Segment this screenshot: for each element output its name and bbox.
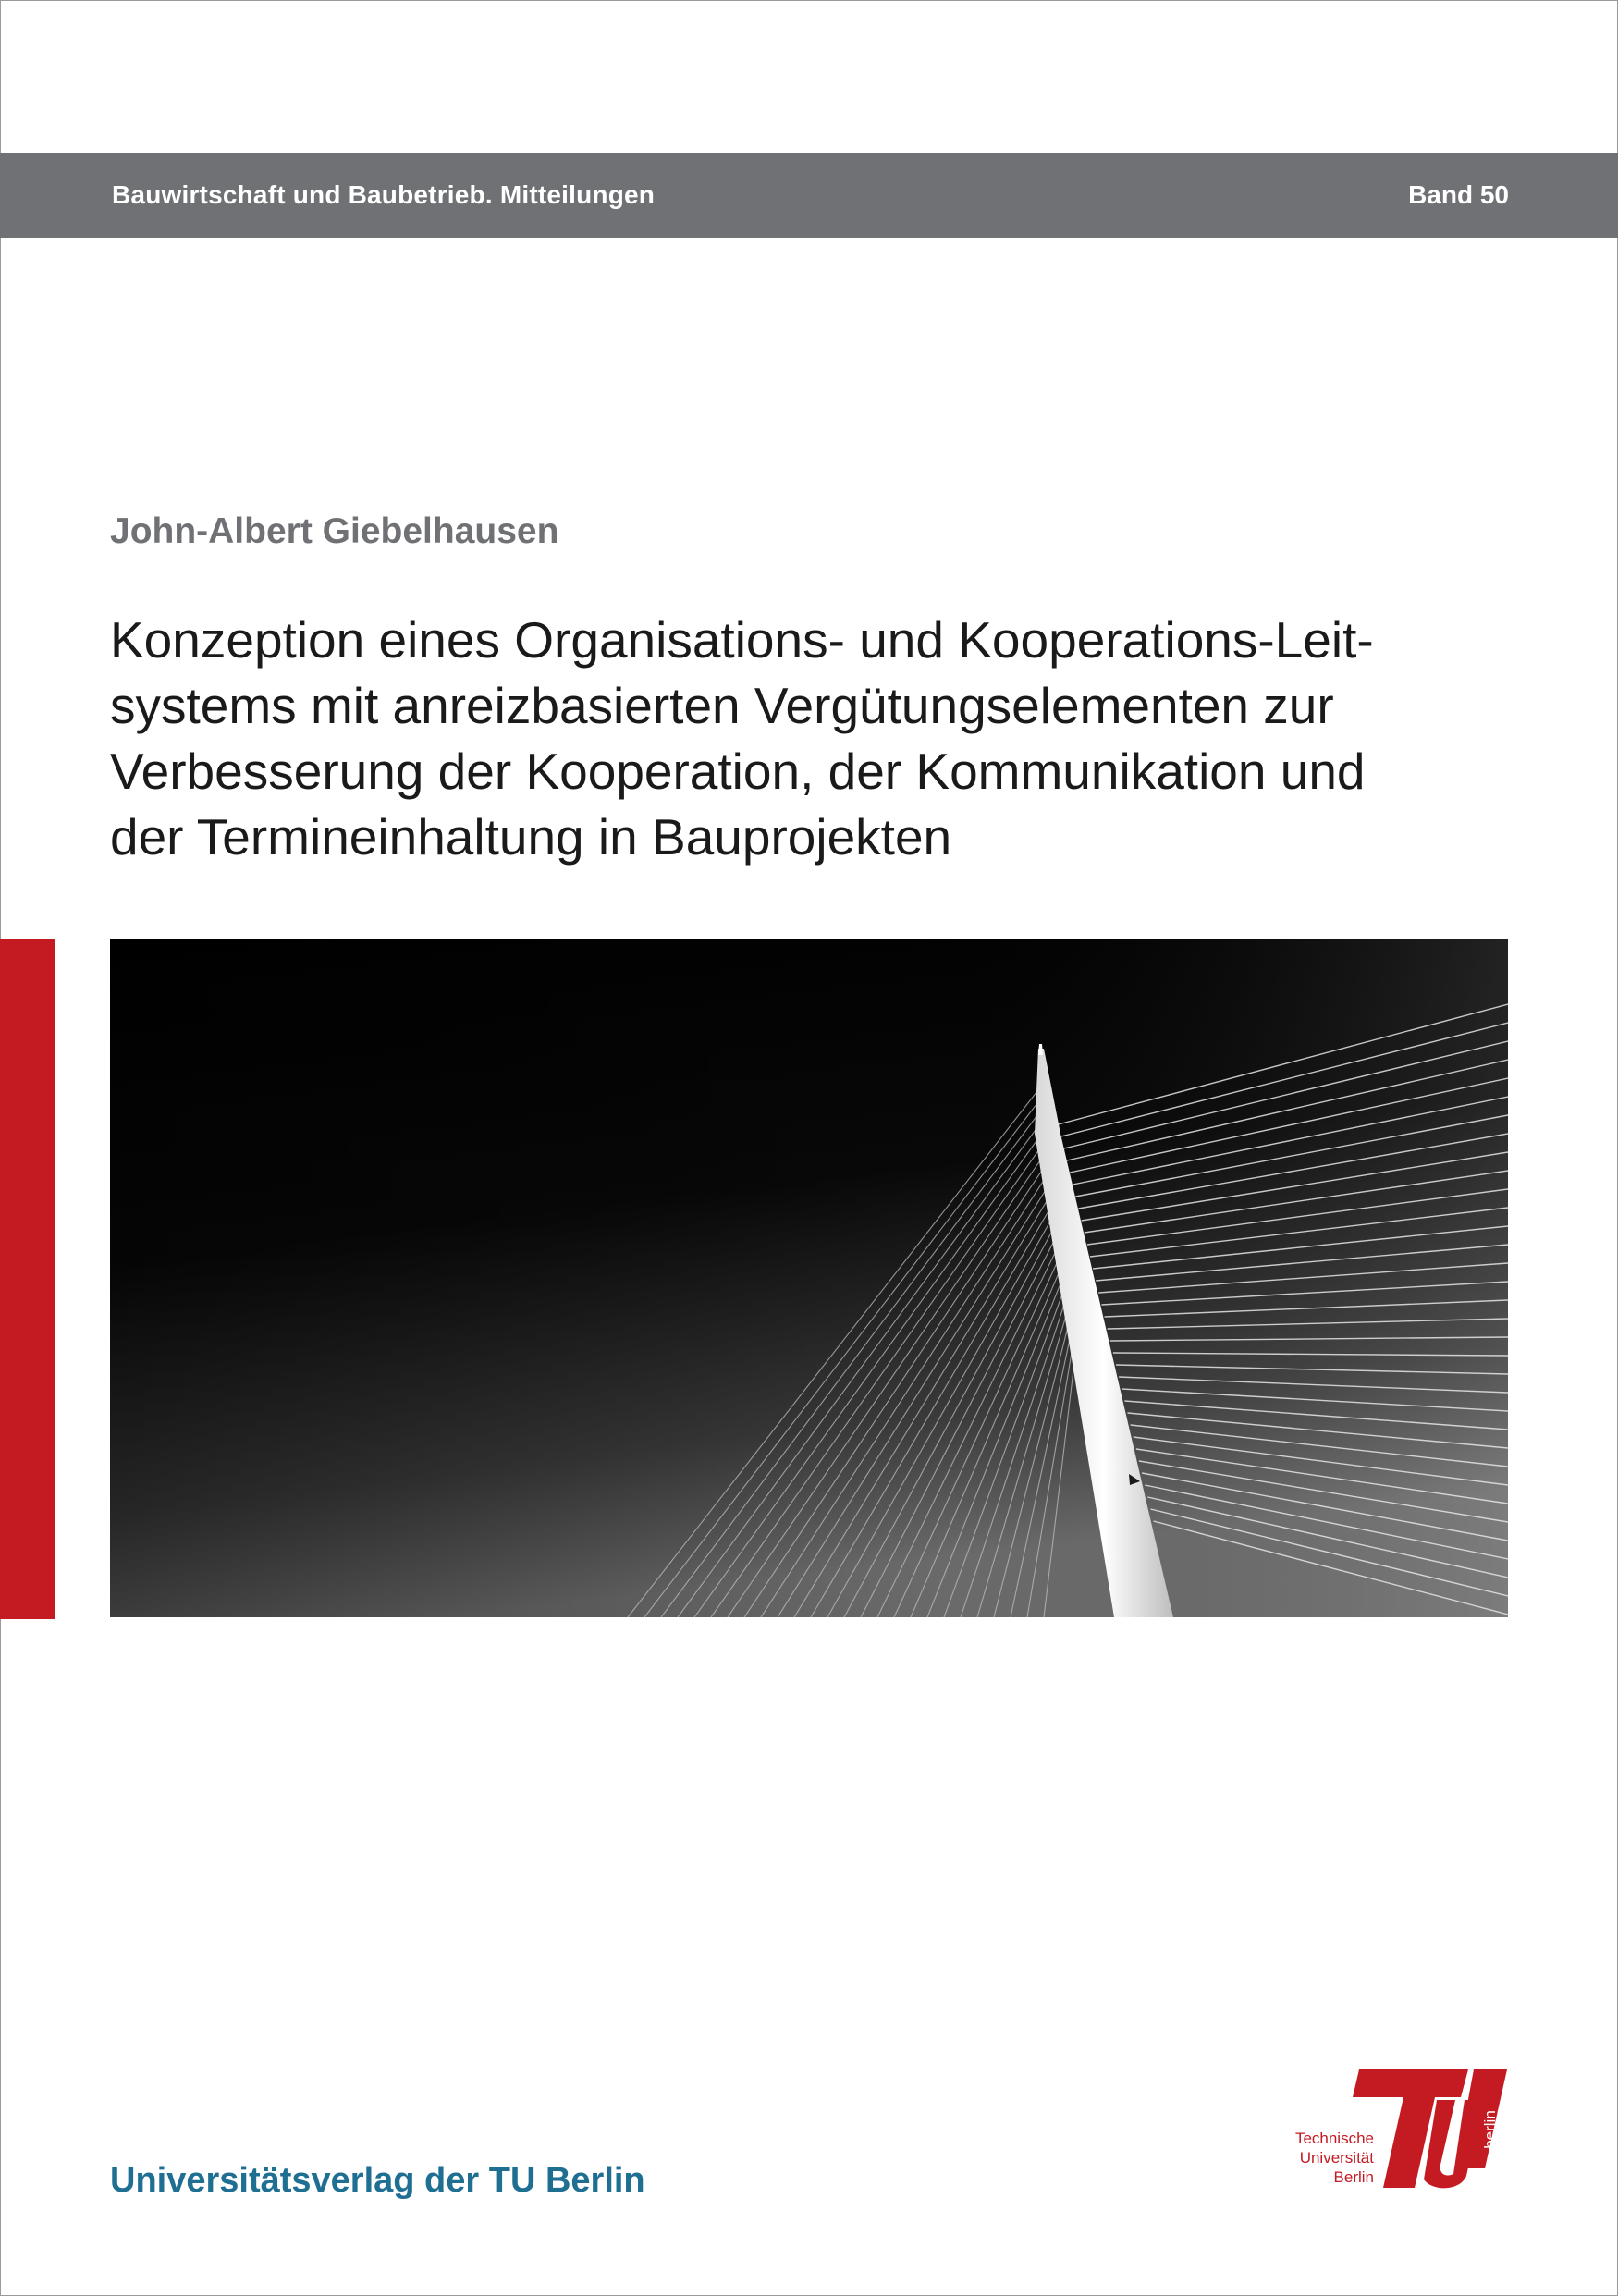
title-line: der Termineinhaltung in Bauprojekten	[110, 808, 952, 866]
bridge-photo-svg	[110, 939, 1508, 1617]
title-line: Verbesserung der Kooperation, der Kommunikation und	[110, 743, 1366, 800]
tu-berlin-logo	[1265, 2067, 1516, 2192]
volume-number: Band 50	[1408, 180, 1509, 209]
publisher-name: Universitätsverlag der TU Berlin	[110, 2161, 645, 2200]
logo-text-line: Berlin	[1333, 2168, 1374, 2186]
title-line: systems mit anreizbasierten Vergütungselementen zur	[110, 677, 1334, 734]
series-header-band	[0, 153, 1618, 238]
series-title: Bauwirtschaft und Baubetrieb. Mitteilungen	[112, 180, 656, 209]
logo-text-line: Universität	[1299, 2149, 1374, 2167]
logo-vertical-word: berlin	[1481, 2110, 1499, 2149]
cover-photo-bridge-pylon	[110, 939, 1508, 1617]
accent-red-bar	[0, 939, 55, 1619]
logo-text-line: Technische	[1294, 2130, 1374, 2147]
author-name: John-Albert Giebelhausen	[110, 511, 559, 551]
title-line: Konzeption eines Organisations- und Kooperations-Leit-	[110, 611, 1374, 669]
book-title	[110, 608, 1497, 870]
logo-text	[1265, 2129, 1374, 2187]
